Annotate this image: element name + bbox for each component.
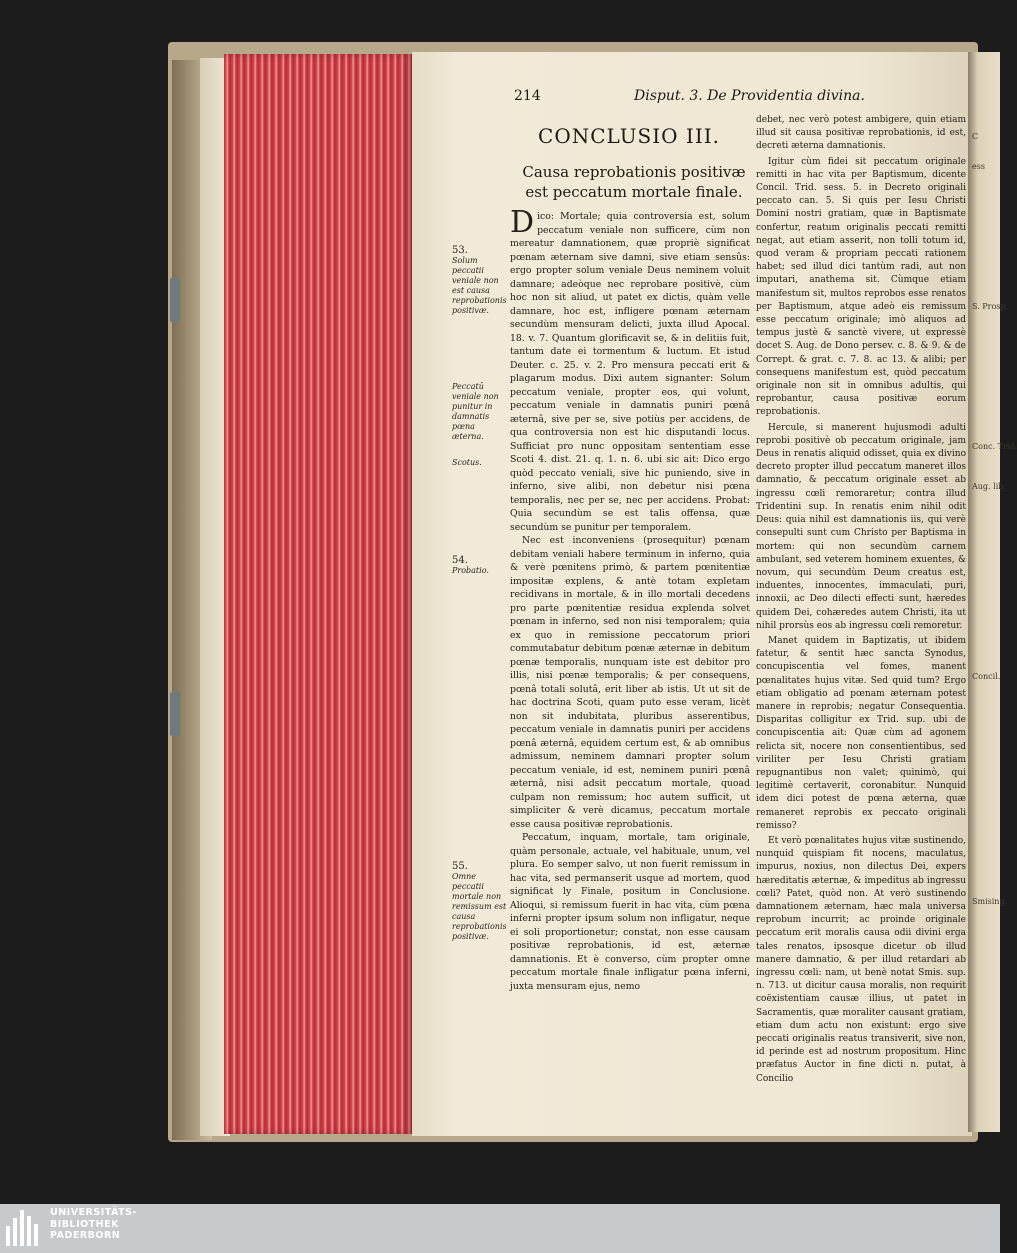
marginal-note	[452, 862, 507, 942]
marginal-text: Omne peccatii mortale non remissum est causa reprobationis positivæ.	[452, 872, 507, 941]
marginal-note	[452, 246, 507, 316]
paragraph: Et verò pœnalitates hujus vitæ sustinendo, nunquid quispiam fit nocens, maculatus, impurus, noxius, non dilectus Dei, expers hæreditatis æternæ, & impeditus ab ingressu cœli? Patet, quòd non. At verò sustinendo damnationem æternam, hæc mala universa reprobum incurrit; ac proinde originale peccatum erit moralis causa odii divini erga tales renatos, ipsosque dicetur ob illud manere damnatio, & per illud retardari ab ingressu cœli: nam, ut benè notat Smis. sup. n. 713. ut dicitur causa moralis, non requirit coëxistentiam causæ illius, ut patet in Sacramentis, quæ moraliter causant gratiam, etiam dum actu non existunt: ergo sive peccati originalis reatus transiverit, sive non, id perinde est ad nostrum propositum. Hinc præfatus Auctor in fine dicti n. putat, à Concilio	[756, 835, 966, 1084]
marginal-text: Peccatū veniale non punitur in damnatis pœna æterna.	[452, 382, 499, 441]
marginal-text: Solum peccatii veniale non est causa reprobationis positivæ.	[452, 256, 507, 315]
marginal-text: Probatio.	[452, 566, 489, 575]
right-page-fragment: Concil.	[972, 672, 1001, 681]
right-page-fragment: Aug. lib.	[972, 482, 1006, 491]
marginal-text: Scotus.	[452, 458, 482, 467]
paragraph: Peccatum, inquam, mortale, tam originale, quàm personale, actuale, vel habituale, unum, vel plura. Eo semper salvo, ut non fuerit remissum in hac vita, sed permanserit usque ad mortem, quod significat ly Finale, positum in Conclusione. Alioqui, si remissum fuerit in hac vita, cùm pœna inferni propter ipsum solum non infligatur, neque ei soli proportionetur; constat, non esse causam positivæ reprobationis, id est, æternæ damnationis. Et è converso, cùm propter omne peccatum mortale finale infligatur pœna inferni, juxta mensuram ejus, nemo	[510, 832, 750, 992]
right-page-fragment: ess	[972, 162, 985, 171]
library-logo-icon	[6, 1208, 42, 1248]
text-column-left	[510, 205, 750, 993]
marginal-number: 54.	[452, 555, 468, 566]
paragraph-text: ico: Mortale; quia controversia est, solum peccatum veniale non sufficere, cùm non mereatur damnationem, quæ propriè significat pœnam æternam sive damni, sive etiam sensûs: ergo propter solum veniale Deus neminem voluit damnare; adeòque nec reprobare positivè, cùm hoc non sit aliud, ut patet ex dictis, quàm velle damnare, hoc est, infligere pœnam æternam secundùm mensuram delicti, juxta illud Apocal. 18. v. 7. Quantum glorificavit se, & in delitiis fuit, tantum date ei tormentum & luctum. Et istud Deuter. c. 25. v. 2. Pro mensura peccati erit & plagarum modus. Dixi autem signanter: Solum peccatum veniale, propter eos, qui volunt, peccatum veniale in damnatis puniri pœnâ æternâ, sive per se, sive potiùs per accidens, de qua controversia non est hic disputandi locus. Sufficiat pro nunc oppositam sententiam esse Scoti 4. dist. 21. q. 1. n. 6. ubi sic ait: Dico ergo quòd peccato veniali, sive hic puniendo, sive in inferno, sive alibi, non debetur nisi pœna temporalis, nec per se, nec per accidens. Probat: Quia secundùm se est talis offensa, quæ secundùm se punitur per temporalem.	[510, 211, 750, 533]
page-number: 214	[514, 88, 541, 104]
marginal-note	[452, 556, 507, 576]
clasp-top	[170, 278, 180, 322]
paragraph: debet, nec verò potest ambigere, quin etiam illud sit causa positivæ reprobationis, id est, decreti æterna damnationis.	[756, 115, 966, 152]
logo-line: PADERBORN	[50, 1230, 121, 1241]
paragraph: Hercule, si manerent hujusmodi adulti reprobi positivè ob peccatum originale, jam Deus in renatis aliquid odisset, quia ex divino decreto propter illud peccatum maneret illos damnatio, & peccatum originale esset ab ingressu cœli remoraretur; contra illud Tridentini sup. In renatis enim nihil odit Deus: quia nihil est damnationis iis, qui verè consepulti sunt cum Christo per Baptisma in mortem: qui non secundùm carnem ambulant, sed veterem hominem exuentes, & novum, qui secundùm Deum creatus est, induentes, innocentes, immaculati, puri, innoxii, ac Deo dilecti effecti sunt, hæredes quidem Dei, cohæredes autem Christi, ita ut nihil prorsùs eos ab ingressu cœli remoretur.	[756, 422, 966, 631]
right-page-fragment: S. Prosp.	[972, 302, 1009, 311]
library-footer	[0, 1204, 1000, 1253]
paragraph: Nec est inconveniens (prosequitur) pœnam debitam veniali habere terminum in inferno, quia & verè pœnitens primò, & partem pœnitentiæ impositæ explens, & antè totam expletam recidivans in mortale, & in illo mortali decedens pro parte pœnitentiæ residua explenda solvet pœnam in inferno, sed non nisi temporalem; quia ex quo in remissione peccatorum priori commutabatur debitum pœnæ æternæ in debitum pœnæ temporalis, nunquam iste est debitor pro illis, nisi pœnæ temporalis; & per consequens, pœnâ totali solutâ, erit liber ab istis. Ut ut sit de hac doctrina Scoti, quam puto esse veram, licèt non sit indubitata, pluribus asserentibus, peccatum veniale in damnatis puniri per accidens pœnâ æternâ, equidem certum est, & ab omnibus admissum, neminem damnari propter solum peccatum veniale, id est, neminem puniri pœnâ æternâ, nisi adsit peccatum mortale, quoad culpam non remissum; hoc autem sufficit, ut simpliciter & verè dicamus, peccatum mortale esse causa positivæ reprobationis.	[510, 535, 750, 830]
text-column-right	[756, 114, 966, 1088]
section-subtitle: Causa reprobationis positivæ est peccatum mortale finale.	[522, 163, 746, 201]
marginal-number: 53.	[452, 245, 468, 256]
paragraph: Manet quidem in Baptizatis, ut ibidem fatetur, & sentit hæc sancta Synodus, concupiscentia vel fomes, manent pœnalitates hujus vitæ. Sed quid tum? Ergo etiam obligatio ad pœnam æternam potest manere in reprobis; negatur Consequentia. Disparitas colligitur ex Trid. sup. ubi de concupiscentia ait: Quæ cùm ad agonem relicta sit, nocere non consentientibus, sed viriliter per Iesu Christi gratiam repugnantibus non valet; quinimò, qui legitimè certaverit, coronabitur. Nunquid idem dici potest de pœna æterna, quæ remaneret reprobis ex peccato originali remisso?	[756, 635, 966, 831]
marginal-note	[452, 382, 507, 442]
right-page-fragment: C	[972, 132, 979, 141]
facing-page-edge	[968, 52, 1017, 1132]
logo-line: BIBLIOTHEK	[50, 1218, 119, 1230]
running-title: Disput. 3. De Providentia divina.	[634, 88, 865, 104]
conclusio-heading: CONCLUSIO III.	[538, 124, 720, 148]
paragraph: Igitur cùm fidei sit peccatum originale remitti in hac vita per Baptismum, dicente Concil. Trid. sess. 5. in Decreto originali peccato can. 5. Si quis per Iesu Christi Domini nostri gratiam, quæ in Baptismate confertur, reatum originalis peccati remitti negat, aut etiam asserit, non tolli totum id, quod veram & propriam peccati rationem habet; sed illud dici tantùm radi, aut non imputari, anathema sit. Cùmque etiam manifestum sit, multos reprobos esse renatos per Baptismum, atque adeò eis remissum esse peccatum originale; imò aliquos ad tempus justè & sanctè vivere, ut expressè docet S. Aug. de Dono persev. c. 8. & 9. & de Corrept. & grat. c. 7. 8. ac 13. & alibi; per consequens manifestum est, quòd peccatum originale non sit in omnibus adultis, qui reprobantur, causa positivæ eorum reprobationis.	[756, 156, 966, 418]
clasp-bottom	[170, 692, 180, 736]
marginal-number: 55.	[452, 861, 468, 872]
library-logo-text	[50, 1207, 137, 1242]
marginal-note	[452, 458, 507, 468]
right-page-fragment: Conc. Trid.	[972, 442, 1017, 451]
right-page-fragment: Smising.	[972, 897, 1008, 906]
drop-cap: D	[510, 205, 535, 240]
logo-line: UNIVERSITÄTS-	[50, 1207, 137, 1218]
paragraph	[510, 205, 750, 534]
red-page-edges	[224, 54, 414, 1134]
